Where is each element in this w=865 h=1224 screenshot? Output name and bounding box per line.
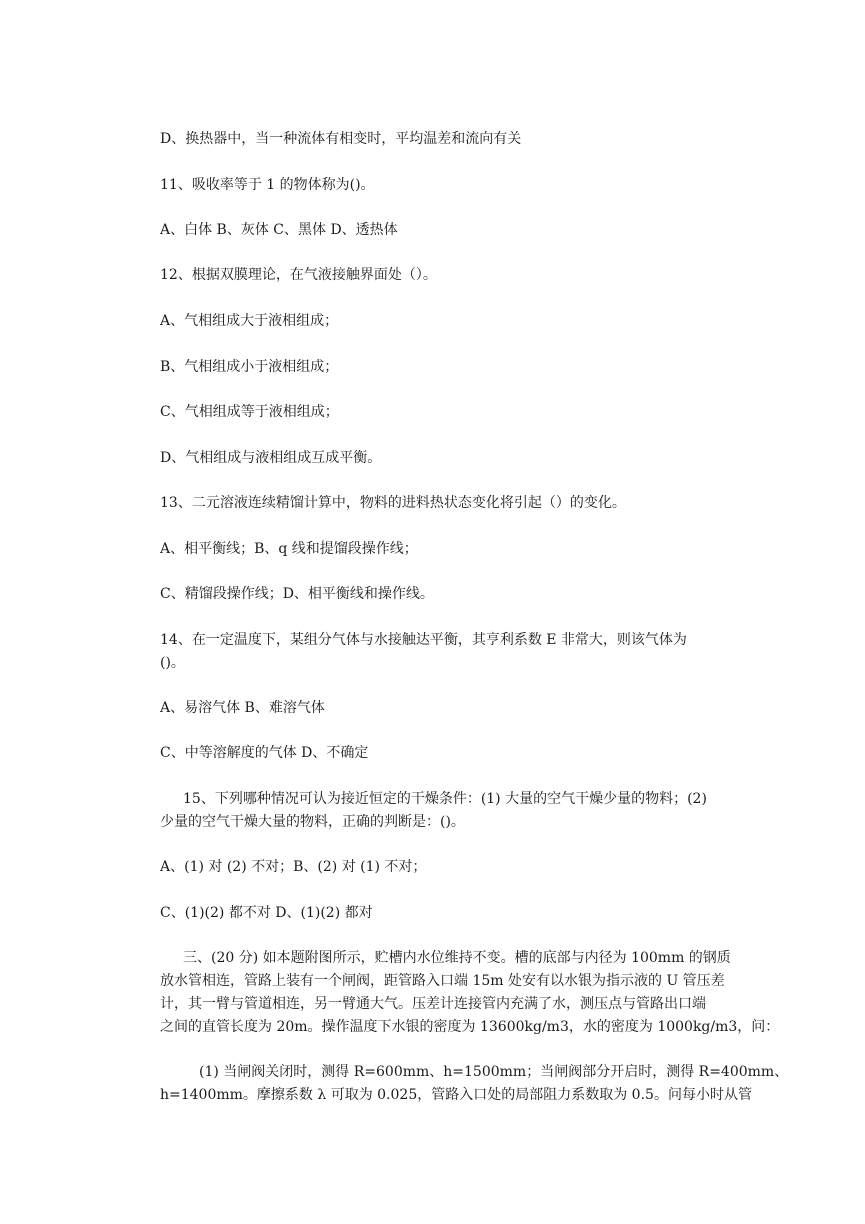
question-14-cont: ()。 — [160, 655, 185, 671]
option-line: C、(1)(2) 都不对 D、(1)(2) 都对 — [160, 905, 373, 921]
question-15: 15、下列哪种情况可认为接近恒定的干燥条件：(1) 大量的空气干燥少量的物料；(2) — [183, 791, 707, 807]
option-line: A、(1) 对 (2) 不对；B、(2) 对 (1) 不对； — [160, 859, 427, 875]
problem-3-line: 计，其一臂与管道相连，另一臂通大气。压差计连接管内充满了水，测压点与管路出口端 — [160, 996, 706, 1012]
option-line: D、换热器中，当一种流体有相变时，平均温差和流向有关 — [160, 131, 522, 147]
option-line: A、白体 B、灰体 C、黑体 D、透热体 — [160, 222, 398, 238]
problem-3-line: 之间的直管长度为 20m。操作温度下水银的密度为 13600kg/m3，水的密度为 1000kg/m3，问： — [160, 1019, 780, 1035]
question-15-cont: 少量的空气干燥大量的物料，正确的判断是：()。 — [160, 814, 465, 830]
option-line: A、气相组成大于液相组成； — [160, 313, 339, 329]
option-line: C、中等溶解度的气体 D、不确定 — [160, 745, 369, 761]
question-14: 14、在一定温度下，某组分气体与水接触达平衡，其亨利系数 E 非常大，则该气体为 — [160, 632, 687, 648]
option-line: A、相平衡线；B、q 线和提馏段操作线； — [160, 541, 418, 557]
problem-3-line: 放水管相连，管路上装有一个闸阀，距管路入口端 15m 处安有以水银为指示液的 U 管压差 — [160, 973, 725, 989]
question-13: 13、二元溶液连续精馏计算中，物料的进料热状态变化将引起（）的变化。 — [160, 495, 626, 511]
option-line: A、易溶气体 B、难溶气体 — [160, 700, 325, 716]
option-line: C、精馏段操作线；D、相平衡线和操作线。 — [160, 586, 434, 602]
option-line: B、气相组成小于液相组成； — [160, 359, 339, 375]
problem-3-part-1-cont: h=1400mm。摩擦系数 λ 可取为 0.025，管路入口处的局部阻力系数取为 0.5。问每小时从管 — [160, 1087, 752, 1103]
question-12: 12、根据双膜理论，在气液接触界面处（）。 — [160, 267, 437, 283]
question-11: 11、吸收率等于 1 的物体称为()。 — [160, 177, 375, 193]
option-line: D、气相组成与液相组成互成平衡。 — [160, 450, 382, 466]
option-line: C、气相组成等于液相组成； — [160, 404, 339, 420]
problem-3-line: 三、(20 分) 如本题附图所示，贮槽内水位维持不变。槽的底部与内径为 100mm 的钢质 — [183, 950, 731, 966]
problem-3-part-1: (1) 当闸阀关闭时，测得 R=600mm、h=1500mm；当闸阀部分开启时，测得 R=400mm、 — [199, 1064, 789, 1080]
